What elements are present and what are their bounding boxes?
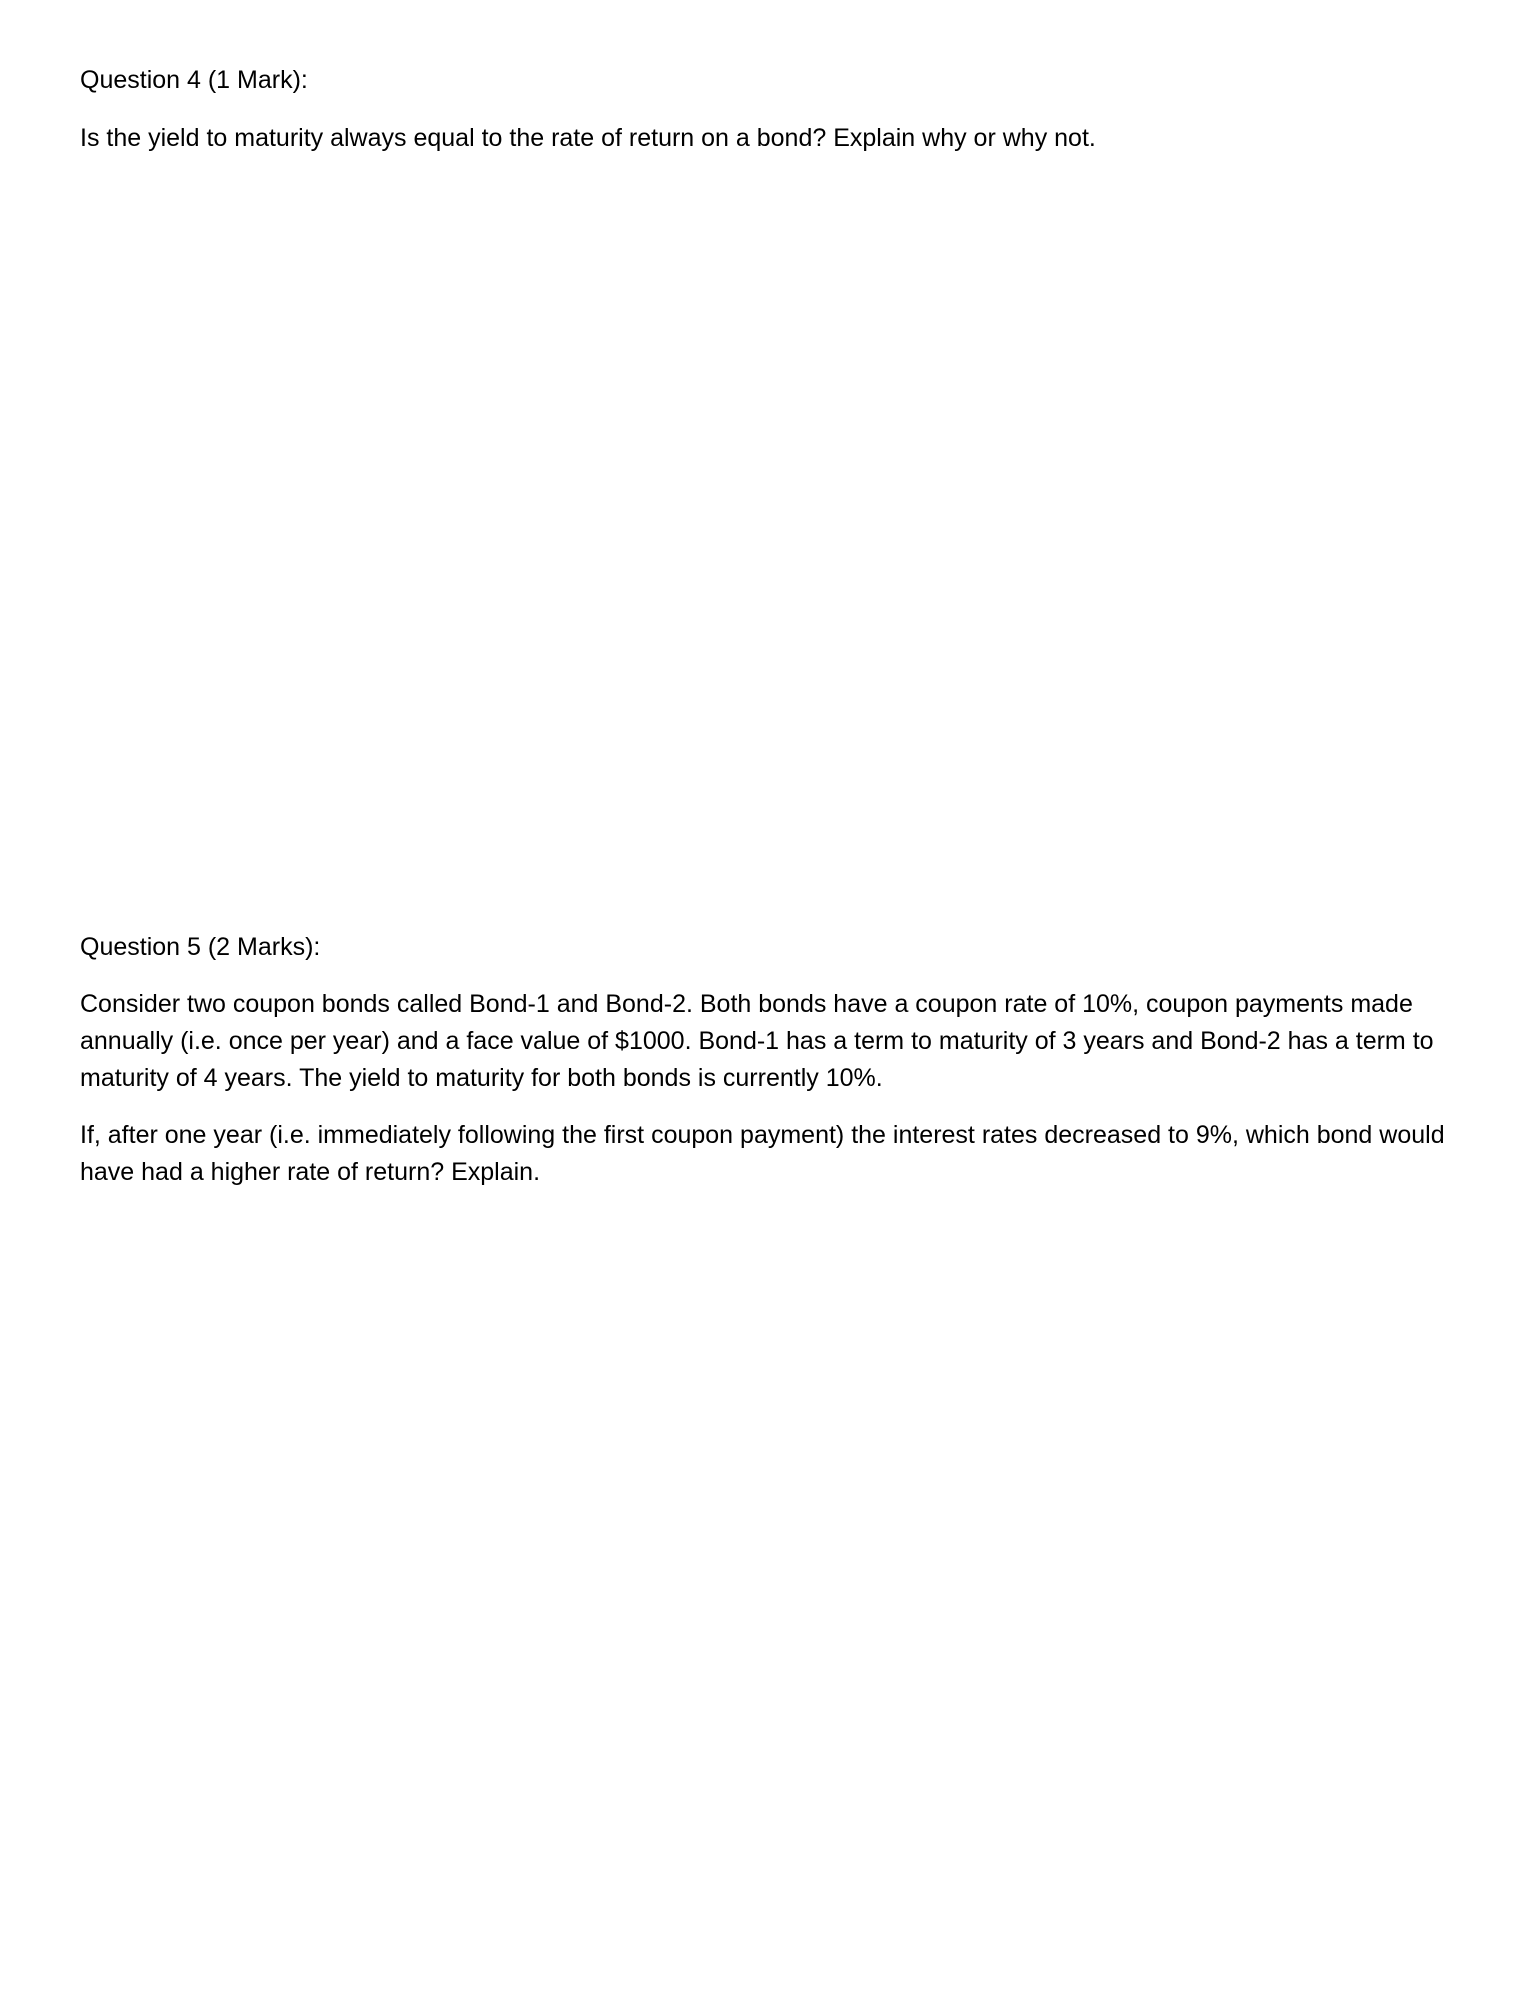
question-4-text: Is the yield to maturity always equal to the rate of return on a bond? Explain why or why not. <box>80 124 1096 152</box>
question-4-title: Question 4 (1 Mark): <box>80 66 308 94</box>
question-5-paragraph-2: If, after one year (i.e. immediately following the first coupon payment) the interest rates decreased to 9%, which bond would have had a higher rate of return? Explain. <box>80 1121 1445 1186</box>
question-5-paragraph-1: Consider two coupon bonds called Bond-1 and Bond-2. Both bonds have a coupon rate of 10%, coupon payments made annually (i.e. once per year) and a face value of $1000. Bond-1 has a term to maturity of 3 years and Bond-2 has a term to maturity of 4 years. The yield to maturity for both bonds is currently 10%. <box>80 990 1434 1092</box>
question-5-title: Question 5 (2 Marks): <box>80 933 321 961</box>
